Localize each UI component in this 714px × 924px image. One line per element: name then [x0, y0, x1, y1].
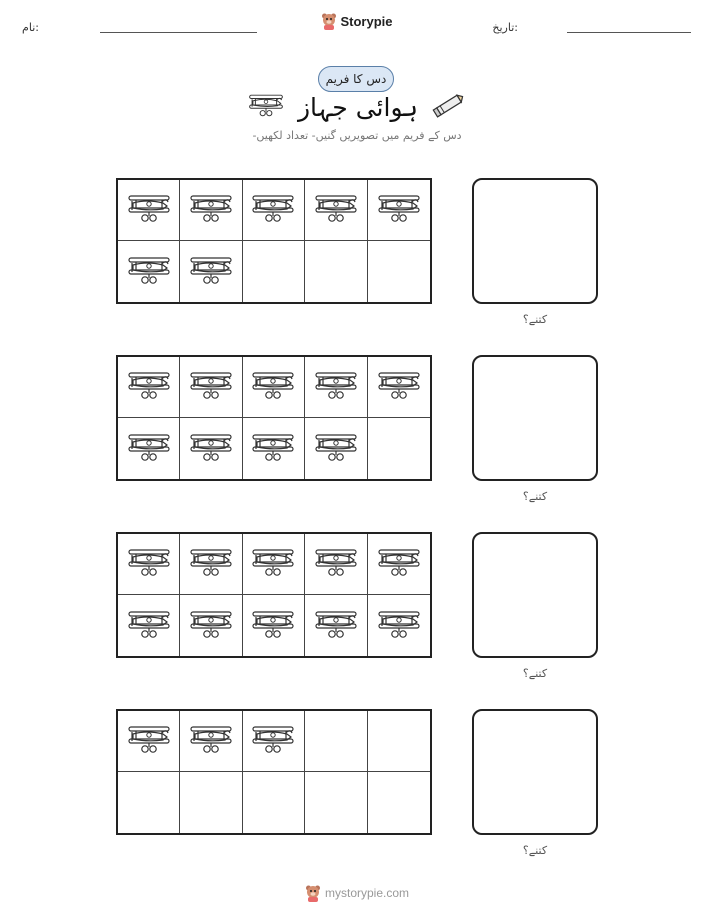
- footer: [0, 884, 714, 902]
- biplane-icon: [127, 255, 171, 289]
- frame-cell: [243, 241, 305, 302]
- ten-frame-2: [116, 355, 432, 481]
- date-label: تاریخ:: [492, 21, 518, 34]
- biplane-icon: [377, 547, 421, 581]
- frame-cell: [305, 418, 367, 479]
- pencil-icon: [432, 92, 466, 122]
- frame-cell: [180, 357, 242, 418]
- frame-cell: [368, 772, 430, 833]
- biplane-icon: [248, 92, 284, 122]
- how-many-label-4: کتنے؟: [522, 844, 548, 857]
- answer-box-4[interactable]: [472, 709, 598, 835]
- how-many-label-3: کتنے؟: [522, 667, 548, 680]
- ten-frame-3: [116, 532, 432, 658]
- biplane-icon: [127, 193, 171, 227]
- frame-cell: [368, 357, 430, 418]
- name-field[interactable]: [100, 32, 257, 33]
- biplane-icon: [251, 547, 295, 581]
- biplane-icon: [127, 370, 171, 404]
- frame-cell: [305, 595, 367, 656]
- frame-cell: [118, 595, 180, 656]
- name-label: نام:: [22, 21, 39, 34]
- frame-cell: [305, 357, 367, 418]
- frame-cell: [180, 180, 242, 241]
- frame-cell: [180, 595, 242, 656]
- frame-cell: [243, 357, 305, 418]
- biplane-icon: [377, 370, 421, 404]
- biplane-icon: [127, 547, 171, 581]
- frame-cell: [305, 534, 367, 595]
- biplane-icon: [189, 724, 233, 758]
- bear-mascot-icon: [321, 12, 337, 30]
- frame-cell: [243, 534, 305, 595]
- biplane-icon: [127, 724, 171, 758]
- frame-cell: [180, 772, 242, 833]
- answer-box-2[interactable]: [472, 355, 598, 481]
- biplane-icon: [251, 609, 295, 643]
- biplane-icon: [314, 432, 358, 466]
- frame-cell: [368, 711, 430, 772]
- frame-cell: [118, 534, 180, 595]
- date-field[interactable]: [567, 32, 691, 33]
- frame-cell: [118, 241, 180, 302]
- biplane-icon: [377, 193, 421, 227]
- biplane-icon: [189, 547, 233, 581]
- frame-cell: [243, 772, 305, 833]
- biplane-icon: [189, 432, 233, 466]
- answer-box-1[interactable]: [472, 178, 598, 304]
- frame-cell: [180, 711, 242, 772]
- frame-cell: [368, 595, 430, 656]
- frame-cell: [368, 418, 430, 479]
- ten-frame-4: [116, 709, 432, 835]
- biplane-icon: [127, 609, 171, 643]
- biplane-icon: [377, 609, 421, 643]
- biplane-icon: [251, 370, 295, 404]
- biplane-icon: [189, 370, 233, 404]
- biplane-icon: [189, 255, 233, 289]
- frame-cell: [118, 180, 180, 241]
- how-many-label-2: کتنے؟: [522, 490, 548, 503]
- frame-cell: [118, 772, 180, 833]
- title-row: [0, 92, 714, 122]
- frame-cell: [243, 418, 305, 479]
- frame-cell: [305, 772, 367, 833]
- biplane-icon: [314, 547, 358, 581]
- biplane-icon: [189, 609, 233, 643]
- biplane-icon: [314, 370, 358, 404]
- biplane-icon: [251, 193, 295, 227]
- how-many-label-1: کتنے؟: [522, 313, 548, 326]
- biplane-icon: [314, 193, 358, 227]
- frame-cell: [368, 180, 430, 241]
- frame-cell: [180, 241, 242, 302]
- brand-name: Storypie: [340, 13, 393, 29]
- frame-cell: [243, 595, 305, 656]
- biplane-icon: [127, 432, 171, 466]
- frame-cell: [118, 418, 180, 479]
- biplane-icon: [251, 724, 295, 758]
- frame-cell: [243, 180, 305, 241]
- biplane-icon: [314, 609, 358, 643]
- answer-box-3[interactable]: [472, 532, 598, 658]
- worksheet-title: ہوائی جہاز: [297, 92, 419, 122]
- biplane-icon: [251, 432, 295, 466]
- brand-logo: [0, 12, 714, 30]
- frame-cell: [305, 180, 367, 241]
- instructions: دس کے فریم میں تصویریں گنیں- تعداد لکھیں-: [252, 129, 462, 142]
- biplane-icon: [189, 193, 233, 227]
- ten-frame-1: [116, 178, 432, 304]
- frame-cell: [368, 241, 430, 302]
- frame-cell: [118, 357, 180, 418]
- frame-cell: [118, 711, 180, 772]
- bear-mascot-icon: [305, 884, 321, 902]
- footer-url: mystorypie.com: [324, 886, 410, 900]
- ten-frame-badge: دس کا فریم: [318, 66, 394, 92]
- frame-cell: [305, 711, 367, 772]
- frame-cell: [180, 534, 242, 595]
- frame-cell: [180, 418, 242, 479]
- frame-cell: [305, 241, 367, 302]
- frame-cell: [368, 534, 430, 595]
- frame-cell: [243, 711, 305, 772]
